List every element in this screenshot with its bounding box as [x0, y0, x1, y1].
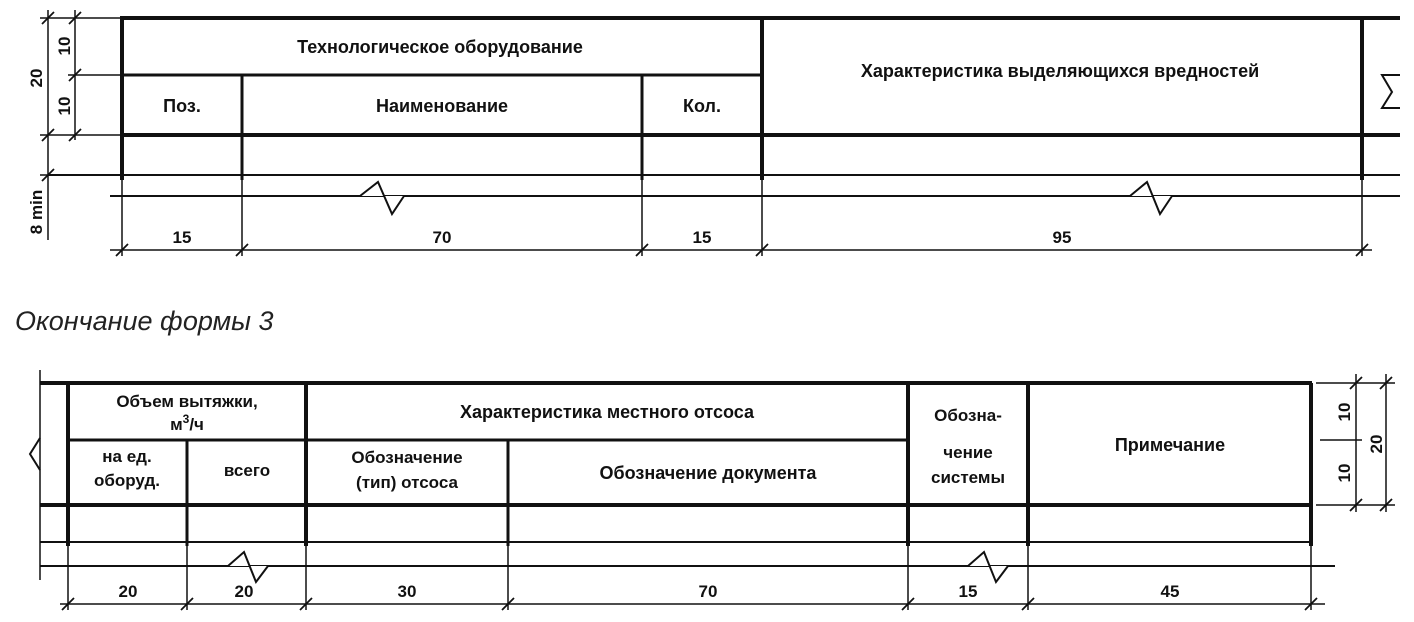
- bottom-col-suction-line2: (тип) отсоса: [356, 473, 458, 492]
- top-dim-min: 8 min: [27, 189, 46, 235]
- bottom-col-doc: Обозначение документа: [599, 463, 817, 483]
- bottom-width-suction: 30: [397, 582, 417, 601]
- top-col-name: Наименование: [375, 96, 509, 116]
- bottom-col-unit-line1: на ед.: [102, 447, 152, 466]
- bottom-col-system-line2: чение: [943, 443, 993, 462]
- bottom-group-extraction-line1: Объем вытяжки,: [116, 392, 258, 411]
- top-col-hazards: Характеристика выделяющихся вредностей: [860, 61, 1260, 81]
- top-width-hazards: 95: [1052, 228, 1072, 247]
- top-dim-total: 20: [27, 68, 46, 88]
- top-form-table: [40, 10, 1400, 256]
- bottom-dim-total: 20: [1367, 434, 1386, 454]
- bottom-dim-row1: 10: [1335, 402, 1354, 422]
- bottom-col-total: всего: [223, 461, 271, 480]
- bottom-width-total: 20: [234, 582, 254, 601]
- bottom-group-suction: Характеристика местного отсоса: [459, 402, 755, 422]
- top-width-name: 70: [432, 228, 452, 247]
- form-caption: Окончание формы 3: [15, 306, 274, 336]
- top-dim-row2: 10: [55, 96, 74, 116]
- bottom-group-extraction: [116, 392, 257, 411]
- bottom-width-unit: 20: [118, 582, 138, 601]
- bottom-width-note: 45: [1160, 582, 1180, 601]
- unit-sup: 3: [182, 412, 190, 426]
- bottom-col-note: Примечание: [1114, 435, 1226, 455]
- top-width-qty: 15: [692, 228, 712, 247]
- bottom-dim-row2: 10: [1335, 463, 1354, 483]
- unit-m: м: [170, 415, 183, 434]
- bottom-col-system-line3: системы: [930, 468, 1006, 487]
- bottom-width-system: 15: [958, 582, 978, 601]
- top-dim-row1: 10: [55, 36, 74, 56]
- bottom-group-extraction-unit: [170, 412, 204, 434]
- unit-end: /ч: [189, 415, 204, 434]
- top-col-qty: Кол.: [683, 96, 721, 116]
- bottom-col-unit-line2: оборуд.: [94, 471, 160, 490]
- top-col-pos: Поз.: [163, 96, 201, 116]
- bottom-col-suction-line1: Обозначение: [351, 448, 463, 467]
- bottom-width-doc: 70: [698, 582, 718, 601]
- bottom-col-system-line1: Обозна-: [934, 406, 1002, 425]
- top-width-pos: 15: [172, 228, 192, 247]
- top-group-header: Технологическое оборудование: [297, 37, 583, 57]
